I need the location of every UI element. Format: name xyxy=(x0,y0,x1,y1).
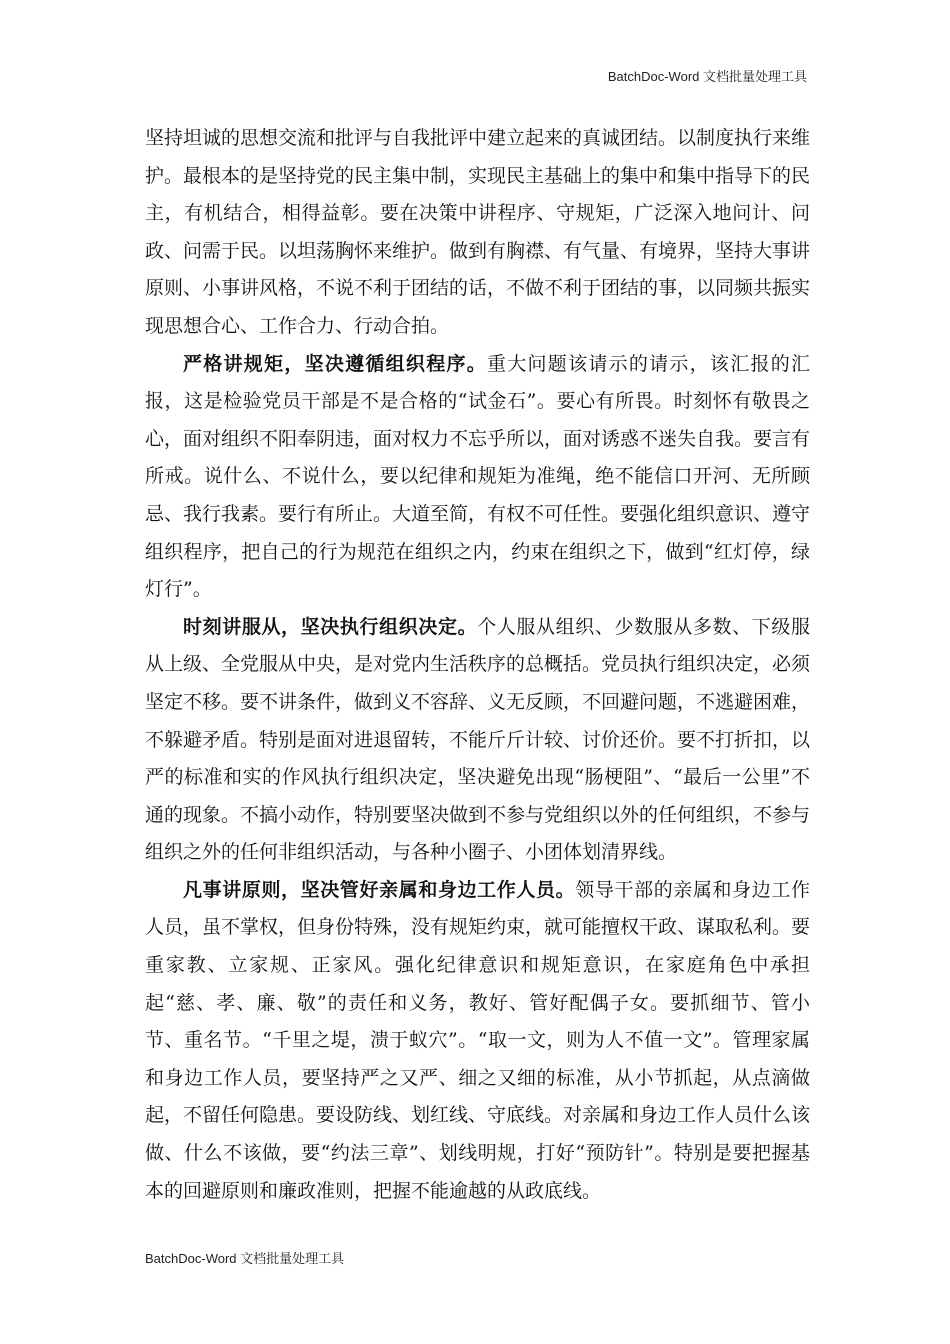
paragraph-principles xyxy=(145,872,810,1210)
paragraph-lead: 时刻讲服从，坚决执行组织决定。 xyxy=(183,615,478,638)
page-header: BatchDoc-Word 文档批量处理工具 xyxy=(607,69,807,84)
paragraph-lead: 凡事讲原则，坚决管好亲属和身边工作人员。 xyxy=(183,878,576,901)
paragraph-text: 重大问题该请示的请示，该汇报的汇报，这是检验党员干部是不是合格的“试金石”。要心有所畏。时刻怀有敬畏之心，面对组织不阳奉阴违，面对权力不忘乎所以，面对诱惑不迷失自我。要言有所戒。说什么、不说什么，要以纪律和规矩为准绳，绝不能信口开河、无所顾忌、我行我素。要行有所止。大道至简，有权不可任性。要强化组织意识、遵守组织程序，把自己的行为规范在组织之内，约束在组织之下，做到“红灯停，绿灯行”。 xyxy=(145,352,811,601)
paragraph-text: 坚持坦诚的思想交流和批评与自我批评中建立起来的真诚团结。以制度执行来维护。最根本的是坚持党的民主集中制，实现民主基础上的集中和集中指导下的民主，有机结合，相得益彰。要在决策中讲程序、守规矩，广泛深入地问计、问政、问需于民。以坦荡胸怀来维护。做到有胸襟、有气量、有境界，坚持大事讲原则、小事讲风格，不说不利于团结的话，不做不利于团结的事，以同频共振实现思想合心、工作合力、行动合拍。 xyxy=(145,127,811,337)
paragraph-obedience xyxy=(145,609,810,872)
paragraph-text: 个人服从组织、少数服从多数、下级服从上级、全党服从中央，是对党内生活秩序的总概括。党员执行组织决定，必须坚定不移。要不讲条件，做到义不容辞、义无反顾，不回避问题，不逃避困难，不躲避矛盾。特别是面对进退留转，不能斤斤计较、讨价还价。要不打折扣，以严的标准和实的作风执行组织决定，坚决避免出现“肠梗阻”、“最后一公里”不通的现象。不搞小动作，特别要坚决做到不参与党组织以外的任何组织，不参与组织之外的任何非组织活动，与各种小圈子、小团体划清界线。 xyxy=(145,615,811,864)
paragraph-text: 领导干部的亲属和身边工作人员，虽不掌权，但身份特殊，没有规矩约束，就可能擅权干政、谋取私利。要重家教、立家规、正家风。强化纪律意识和规矩意识，在家庭角色中承担起“慈、孝、廉、敬”的责任和义务，教好、管好配偶子女。要抓细节、管小节、重名节。“千里之堤，溃于蚁穴”。“取一文，则为人不值一文”。管理家属和身边工作人员，要坚持严之又严、细之又细的标准，从小节抓起，从点滴做起，不留任何隐患。要设防线、划红线、守底线。对亲属和身边工作人员什么该做、什么不该做，要“约法三章”、划线明规，打好“预防针”。特别是要把握基本的回避原则和廉政准则，把握不能逾越的从政底线。 xyxy=(145,878,811,1202)
document-body xyxy=(145,120,810,1210)
paragraph-rules xyxy=(145,346,810,609)
paragraph-unity xyxy=(145,120,810,346)
paragraph-lead: 严格讲规矩，坚决遵循组织程序。 xyxy=(183,352,487,375)
page-footer: BatchDoc-Word 文档批量处理工具 xyxy=(145,1251,345,1266)
